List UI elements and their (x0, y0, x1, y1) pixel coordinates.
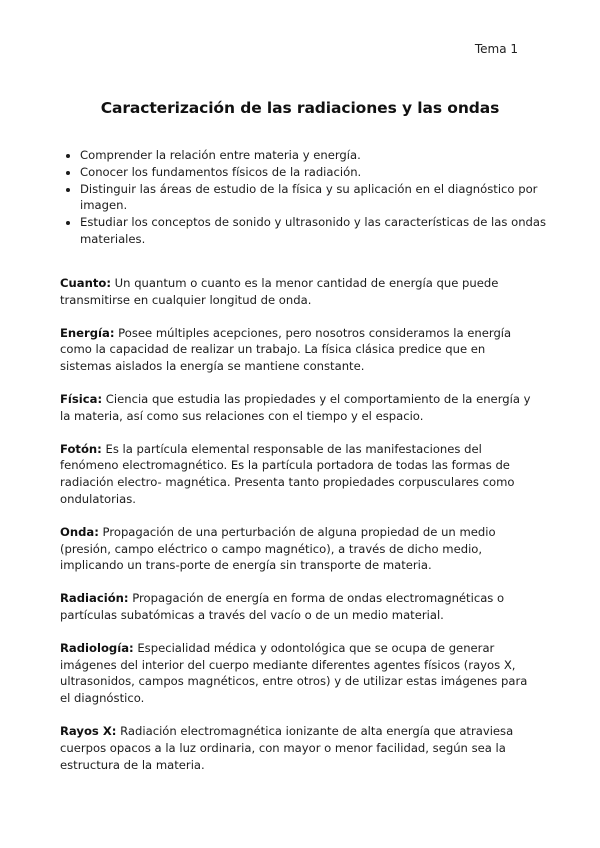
definition-text: Es la partícula elemental responsable de las manifestaciones del fenómeno electromagnético. Es la partícula portadora de todas las formas de radiación electro- magnética. Presenta tanto propiedades corpusculares como ondulatorias. (60, 441, 515, 506)
definition-foton (60, 441, 540, 508)
definition-term: Onda: (60, 524, 99, 539)
definition-text: Ciencia que estudia las propiedades y el comportamiento de la energía y la materia, así como sus relaciones con el tiempo y el espacio. (60, 391, 531, 423)
definition-fisica (60, 391, 540, 425)
objective-item: • Conocer los fundamentos físicos de la radiación. (80, 164, 550, 181)
definition-text: Especialidad médica y odontológica que se ocupa de generar imágenes del interior del cuerpo mediante diferentes agentes físicos (rayos X, ultrasonidos, campos magnéticos, entre otros) y de utilizar estas imágenes para el diagnóstico. (60, 640, 528, 706)
glossary (60, 275, 540, 789)
topic-label: Tema 1 (474, 42, 518, 56)
definition-radiacion (60, 590, 540, 624)
objective-item: • Comprender la relación entre materia y energía. (80, 147, 550, 164)
definition-energia (60, 325, 540, 375)
definition-text: Posee múltiples acepciones, pero nosotros consideramos la energía como la capacidad de realizar un trabajo. La física clásica predice que en sistemas aislados la energía se mantiene constante. (60, 325, 512, 374)
definition-rayos-x (60, 723, 540, 773)
definition-term: Radiación: (60, 591, 129, 606)
definition-cuanto (60, 275, 540, 309)
definition-term: Radiología: (60, 640, 134, 655)
definition-text: Un quantum o cuanto es la menor cantidad de energía que puede transmitirse en cualquier longitud de onda. (60, 276, 499, 307)
definition-text: Propagación de energía en forma de ondas electromagnéticas o partículas subatómicas a través del vacío o de un medio material. (60, 591, 505, 622)
definition-term: Energía: (60, 325, 115, 340)
page-title: Caracterización de las radiaciones y las ondas (100, 99, 500, 117)
objectives-list (63, 147, 550, 248)
definition-onda (60, 524, 540, 574)
definition-text: Propagación de una perturbación de alguna propiedad de un medio (presión, campo eléctrico o campo magnético), a través de dicho medio, implicando un trans-porte de energía sin transporte de materia. (60, 524, 496, 573)
objective-item: • Distinguir las áreas de estudio de la física y su aplicación en el diagnóstico por imagen. (80, 181, 550, 215)
definition-term: Fotón: (60, 441, 102, 456)
definition-term: Física: (60, 391, 103, 406)
definition-term: Cuanto: (60, 276, 111, 290)
definition-term: Rayos X: (60, 723, 117, 738)
definition-text: Radiación electromagnética ionizante de alta energía que atraviesa cuerpos opacos a la luz ordinaria, con mayor o menor facilidad, según sea la estructura de la materia. (60, 723, 514, 772)
objective-item: • Estudiar los conceptos de sonido y ultrasonido y las características de las ondas materiales. (80, 214, 550, 248)
definition-radiologia (60, 640, 540, 707)
